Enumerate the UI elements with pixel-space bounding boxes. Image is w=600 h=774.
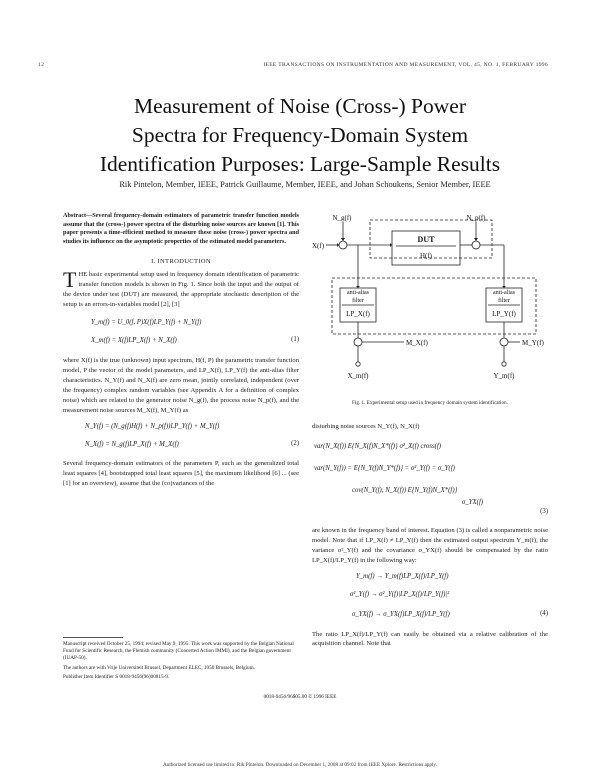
title-line: Measurement of Noise (Cross-) Power bbox=[134, 94, 466, 118]
label-lpy: LP_Y(f) bbox=[492, 310, 516, 318]
section-heading-introduction: I. INTRODUCTION bbox=[151, 258, 211, 266]
label-process-noise: N_p(f) bbox=[466, 214, 486, 222]
sum-node-process bbox=[472, 241, 480, 249]
sum-node-generator bbox=[339, 241, 347, 249]
label-measured-input: X_m(f) bbox=[347, 372, 369, 380]
footnote-rule bbox=[63, 637, 123, 638]
equation-1-number: (1) bbox=[291, 336, 299, 343]
issn-copyright: 0018-9456/96$05.00 © 1996 IEEE bbox=[263, 694, 337, 700]
equation-1 bbox=[63, 316, 299, 350]
sum-node-measurement-x bbox=[354, 338, 362, 346]
figure-1 bbox=[312, 212, 548, 388]
figure-1-caption: Fig. 1. Experimental setup used in frequency domain system identification. bbox=[352, 400, 508, 406]
footnote bbox=[63, 641, 299, 681]
equation-1-line-1: Y_m(f) = U_0(f, P)X(f)LP_Y(f) + N_Y(f) bbox=[91, 319, 202, 326]
footnote-publisher: Publisher Item Identifier S 0018-9456(96)00815-9. bbox=[63, 673, 170, 680]
equation-3 bbox=[312, 438, 548, 520]
label-antialias-y: anti-alias bbox=[493, 290, 515, 296]
block-diagram bbox=[312, 212, 548, 388]
equation-4-line-1: Y_m(f) → Y_m(f)LP_X(f)/LP_Y(f) bbox=[356, 572, 449, 580]
label-measured-output: Y_m(f) bbox=[493, 372, 515, 380]
download-notice: Authorized licensed use limited to: Rik Pintelon. Downloaded on December 1, 2008 at 09:02 from IEEE Xplore. Restrictions apply. bbox=[163, 762, 437, 768]
equation-2-line-2: N_X(f) = N_g(f)LP_X(f) + M_X(f) bbox=[85, 441, 179, 449]
author-list: Rik Pintelon, Member, IEEE, Patrick Guillaume, Member, IEEE, and Johan Schoukens, Senior Member, IEEE bbox=[119, 180, 491, 189]
equation-4 bbox=[312, 570, 548, 626]
label-measurement-noise-x: M_X(f) bbox=[406, 339, 428, 347]
label-input-spectrum: X(f) bbox=[312, 242, 325, 250]
footnote-received: Manuscript received October 25, 1994; revised May 9, 1995. This work was supported by the Belgian National Fund for Scientific Research, the Flemish community (Concerted Action IMMI), and the Belgian government (IUAP-50). bbox=[63, 641, 294, 662]
label-antialias-x: anti-alias bbox=[347, 290, 369, 296]
title-line: Identification Purposes: Large-Sample Results bbox=[99, 152, 501, 176]
abstract: Abstract—Several frequency-domain estimators of parametric transfer function models assume that the (cross-) power spectra of the disturbing noise sources are known [1]. This paper presents a time-efficient method to measure these noise (cross-) power spectra and studies its influence on the asymptotic properties of the estimated model parameters. bbox=[63, 212, 299, 245]
terminal-xm bbox=[356, 362, 360, 366]
terminal-ym bbox=[502, 362, 506, 366]
label-generator-noise: N_g(f) bbox=[332, 214, 352, 222]
equation-2-line-1: N_Y(f) = (N_g(f)H(f) + N_p(f))LP_Y(f) + M_Y(f) bbox=[85, 423, 220, 431]
equation-4-line-2: σ²_Y(f) → σ²_Y(f)|LP_X(f)/LP_Y(f)|² bbox=[350, 590, 450, 598]
equation-3-number: (3) bbox=[540, 507, 548, 515]
left-column bbox=[63, 212, 299, 489]
title-line: Spectra for Frequency-Domain System bbox=[131, 123, 469, 147]
equation-4-line-3: σ_YX(f) → σ_YX(f)LP_X(f)/LP_Y(f) bbox=[352, 610, 450, 618]
label-lpx: LP_X(f) bbox=[346, 310, 370, 318]
equation-2 bbox=[63, 420, 299, 454]
equation-1-line-2: X_m(f) = X(f)LP_X(f) + N_X(f) bbox=[91, 337, 177, 344]
paper-title bbox=[0, 92, 600, 179]
sum-node-measurement-y bbox=[500, 338, 508, 346]
right-paragraph-1: disturbing noise sources N_Y(f), N_X(f) bbox=[312, 423, 420, 430]
page-number: 12 bbox=[38, 62, 45, 68]
label-filter-x: filter bbox=[352, 298, 364, 304]
intro-paragraph-2: where X(f) is the true (unknown) input spectrum, H(f, P) the parametric transfer function model, P the vector of the model parameters, and LP_X(f), LP_Y(f) the anti-alias filter characteristics. N_Y(f) and N_X(f) are zero mean, jointly correlated, independent (over the frequency) complex random variables (see Appendix A for a definition of complex noise) which are related to the generator noise N_g(f), the process noise N_p(f), and the measurement noise sources M_X(f), M_Y(f) as bbox=[63, 357, 299, 414]
equation-4-number: (4) bbox=[540, 609, 548, 617]
right-paragraph-2: are known in the frequency band of interest. Equation (3) is called a nonparametric noise model. Note that if LP_X(f) ≠ LP_Y(f) then the estimated output spectrum Y_m(f), the variance σ²_Y(f) and the covariance σ_YX(f) should be compensated by the ratio LP_X(f)/LP_Y(f) in the following way: bbox=[312, 526, 548, 564]
right-paragraph-3: The ratio LP_X(f)/LP_Y(f) can easily be obtained via a relative calibration of the acquisition channel. Note that bbox=[312, 630, 548, 648]
equation-3-line-2: var(N_Y(f)) = E{N_Y(f)N_Y*(f)} = σ²_Y(f) = σ_Y(f) bbox=[314, 464, 455, 472]
intro-paragraph-1 bbox=[63, 267, 299, 310]
equation-3-line-3: cov(N_Y(f), N_X(f)) E{N_Y(f)N_X*(f)} bbox=[352, 486, 458, 494]
drop-cap: T bbox=[63, 267, 77, 293]
equation-3-line-4: σ_YX(f) bbox=[462, 498, 484, 506]
label-measurement-noise-y: M_Y(f) bbox=[522, 339, 544, 347]
footnote-affiliation: The authors are with Vrije Universiteit Brussel, Department ELEC, 1050 Brussels, Belgium. bbox=[63, 664, 255, 671]
right-column bbox=[312, 422, 548, 649]
equation-2-number: (2) bbox=[291, 440, 299, 448]
intro-paragraph-1-text: HE basic experimental setup used in frequency domain identification of parametric transfer function models is shown in Fig. 1. Since both the input and the output of the device under test (DUT) are measured, the appropriate stochastic description of the setup is an errors-in-variables model [2], [3] bbox=[63, 271, 299, 309]
label-dut: DUT bbox=[417, 235, 435, 244]
label-transfer-function: H(f) bbox=[419, 252, 433, 260]
equation-3-line-1: var(N_X(f)) E{N_X(f)N_X*(f)} σ²_X(f) cross(f) bbox=[314, 442, 442, 450]
running-head: IEEE TRANSACTIONS ON INSTRUMENTATION AND MEASUREMENT, VOL. 45, NO. 1, FEBRUARY 1996 bbox=[263, 62, 548, 68]
label-filter-y: filter bbox=[498, 298, 510, 304]
intro-paragraph-3: Several frequency-domain estimators of the parameters P, such as the generalized total least squares [4], bootstrapped total least squares [5], the maximum likelihood [6] ... (see [1] for an overview), assume that the (co)variances of the bbox=[63, 460, 299, 488]
